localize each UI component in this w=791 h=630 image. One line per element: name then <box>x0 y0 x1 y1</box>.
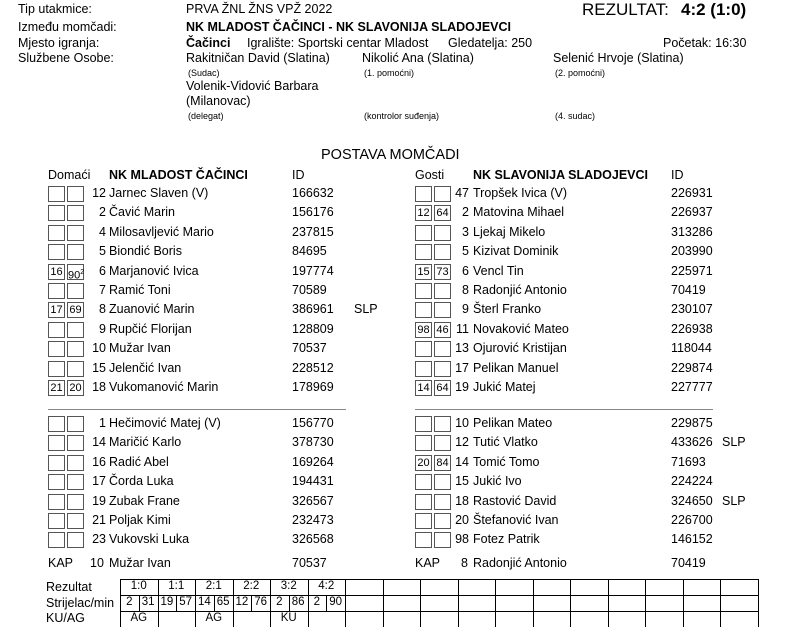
sub-box-in <box>48 474 65 490</box>
player-number: 14 <box>92 435 106 450</box>
player-number: 10 <box>92 341 106 356</box>
sub-box-in: 17 <box>48 302 65 318</box>
player-note: SLP <box>722 493 746 508</box>
sub-minute-extra: 2 <box>80 268 85 276</box>
player-name: Radić Abel <box>109 454 169 469</box>
sub-box-in: 98 <box>415 322 432 338</box>
sub-box-in: 14 <box>415 380 432 396</box>
player-id: 225971 <box>671 263 713 278</box>
sub-box-in <box>48 205 65 221</box>
home-team-name: NK MLADOST ČAČINCI <box>109 168 248 182</box>
player-number: 18 <box>455 493 469 508</box>
kuag-cell: AG <box>205 612 223 624</box>
player-name: Šterl Franko <box>473 302 542 317</box>
score-row-label: Rezultat <box>46 580 92 594</box>
player-name: Rastović David <box>473 493 557 508</box>
official-name: Nikolić Ana (Slatina) <box>362 51 474 65</box>
sub-box-min: 64 <box>434 205 451 221</box>
mjesto-value: Čačinci <box>186 36 231 50</box>
player-number: 98 <box>455 532 469 547</box>
table-rule <box>570 579 571 627</box>
player-id: 194431 <box>292 474 334 489</box>
player-number: 23 <box>92 532 106 547</box>
player-id: 226937 <box>671 205 713 220</box>
player-number: 9 <box>462 302 469 317</box>
scorer-number: 2 <box>276 596 283 608</box>
gledatelja: Gledatelja: 250 <box>448 36 533 50</box>
player-number: 2 <box>462 205 469 220</box>
sub-box-in: 21 <box>48 380 65 396</box>
sub-box-min: 69 <box>67 302 84 318</box>
sluzbene-label: Službene Osobe: <box>18 51 114 65</box>
tip-label: Tip utakmice: <box>18 2 92 16</box>
player-id: 166632 <box>292 186 334 200</box>
sub-box-in <box>48 225 65 241</box>
player-number: 17 <box>455 360 469 375</box>
official-role: (delegat) <box>188 111 224 121</box>
player-name: Vencl Tin <box>473 263 524 278</box>
igraliste: Igralište: Sportski centar Mladost <box>247 36 429 50</box>
sub-box-in <box>415 244 432 260</box>
sub-box-min: $90^2$ <box>67 264 84 280</box>
home-kap-id: 70537 <box>292 556 327 570</box>
score-cell: 4:2 <box>318 580 335 592</box>
player-number: 10 <box>455 416 469 430</box>
sub-box-in <box>415 532 432 548</box>
player-name: Ramić Toni <box>109 283 171 297</box>
official-role: (Sudac) <box>188 68 220 78</box>
away-kap-label: KAP <box>415 556 441 570</box>
sub-box-in <box>48 455 65 471</box>
player-id: 70419 <box>671 283 706 297</box>
away-kap-id: 70419 <box>671 556 706 570</box>
player-name: Čavić Marin <box>109 205 175 220</box>
player-id: 229874 <box>671 360 713 375</box>
scorer-number: 12 <box>235 596 249 608</box>
player-number: 8 <box>99 302 106 317</box>
player-id: 203990 <box>671 244 713 259</box>
home-side-label: Domaći <box>48 168 91 182</box>
player-id: 178969 <box>292 380 334 394</box>
away-divider <box>415 409 713 410</box>
sub-box-in <box>48 244 65 260</box>
table-rule <box>533 579 534 627</box>
player-number: 1 <box>99 416 106 430</box>
away-side-label: Gosti <box>415 168 445 182</box>
table-rule <box>758 579 759 627</box>
score-cell: 1:1 <box>168 580 185 592</box>
table-rule <box>645 579 646 627</box>
kuag-cell: KU <box>280 612 297 624</box>
sub-box-in <box>48 513 65 529</box>
player-name: Zuanović Marin <box>109 302 195 317</box>
player-number: 47 <box>455 186 469 200</box>
player-id: 326568 <box>292 532 334 547</box>
sub-box-in <box>415 494 432 510</box>
scorer-minute: 65 <box>216 596 230 608</box>
player-id: 70589 <box>292 283 327 297</box>
player-number: 17 <box>92 474 106 489</box>
table-rule <box>345 579 346 627</box>
home-kap-label: KAP <box>48 556 74 570</box>
izmedu-label: Između momčadi: <box>18 20 117 34</box>
away-id-header: ID <box>671 168 684 182</box>
player-name: Čorda Luka <box>109 474 174 489</box>
player-number: 21 <box>92 513 106 527</box>
player-name: Milosavljević Mario <box>109 224 214 239</box>
official-name: Volenik-Vidović Barbara <box>186 79 319 93</box>
home-kap-name: Mužar Ivan <box>109 556 171 570</box>
player-id: 156176 <box>292 205 334 220</box>
player-number: 13 <box>455 341 469 356</box>
player-name: Pelikan Manuel <box>473 360 559 375</box>
mjesto-label: Mjesto igranja: <box>18 36 100 50</box>
player-id: 324650 <box>671 493 713 508</box>
kuag-row-label: KU/AG <box>46 611 85 625</box>
official-name-line2: (Milanovac) <box>186 94 251 108</box>
player-id: 156770 <box>292 416 334 430</box>
player-id: 197774 <box>292 263 334 278</box>
player-number: 2 <box>99 205 106 220</box>
player-number: 6 <box>99 263 106 278</box>
player-number: 11 <box>456 321 469 336</box>
player-number: 19 <box>92 493 106 508</box>
sub-box-min: 84 <box>434 455 451 471</box>
player-id: 326567 <box>292 493 334 508</box>
official-role: (2. pomoćni) <box>555 68 606 78</box>
player-id: 378730 <box>292 435 334 450</box>
player-id: 232473 <box>292 513 334 527</box>
sub-box-in: 16 <box>48 264 65 280</box>
player-id: 313286 <box>671 224 713 239</box>
player-number: 20 <box>455 513 469 527</box>
sub-box-in <box>48 416 65 432</box>
sub-box-in <box>48 361 65 377</box>
pocetak: Početak: 16:30 <box>663 36 747 50</box>
player-number: 7 <box>99 283 106 297</box>
player-name: Hečimović Matej (V) <box>109 416 221 430</box>
score-cell: 1:0 <box>130 580 147 592</box>
scorer-minute: 57 <box>179 596 193 608</box>
player-id: 226938 <box>671 321 713 336</box>
sub-box-in <box>415 225 432 241</box>
scorer-minute: 76 <box>254 596 268 608</box>
sub-box-in <box>415 435 432 451</box>
table-rule <box>383 579 384 627</box>
player-name: Marjanović Ivica <box>109 263 199 278</box>
player-name: Zubak Frane <box>109 493 180 508</box>
player-name: Jukić Matej <box>473 380 536 394</box>
player-id: 71693 <box>671 454 706 469</box>
table-rule <box>608 579 609 627</box>
player-number: 6 <box>462 263 469 278</box>
sub-box-in <box>415 302 432 318</box>
table-rule <box>720 579 721 627</box>
sub-box-in <box>48 322 65 338</box>
player-number: 12 <box>92 186 106 200</box>
home-id-header: ID <box>292 168 305 182</box>
sub-box-in: 20 <box>415 455 432 471</box>
player-id: 226931 <box>671 186 713 200</box>
player-id: 70537 <box>292 341 327 356</box>
player-id: 118044 <box>671 341 712 356</box>
match-title: NK MLADOST ČAČINCI - NK SLAVONIJA SLADOJEVCI <box>186 20 512 34</box>
player-id: 224224 <box>671 474 713 489</box>
official-role: (4. sudac) <box>555 111 596 121</box>
player-note: SLP <box>722 435 746 450</box>
home-divider <box>48 409 346 410</box>
player-number: 5 <box>99 244 106 259</box>
player-id: 169264 <box>292 454 334 469</box>
player-name: Fotez Patrik <box>473 532 540 547</box>
score-cell: 2:1 <box>205 580 222 592</box>
sub-box-in: 15 <box>415 264 432 280</box>
sub-box-in <box>48 494 65 510</box>
player-number: 12 <box>455 435 469 450</box>
player-id: 128809 <box>292 321 334 336</box>
player-number: 19 <box>455 380 469 394</box>
player-name: Tropšek Ivica (V) <box>473 186 568 200</box>
postava-title: POSTAVA MOMČADI <box>321 147 460 163</box>
player-name: Biondić Boris <box>109 244 182 259</box>
sub-box-in <box>48 532 65 548</box>
official-name: Rakitničan David (Slatina) <box>186 51 330 65</box>
player-id: 229875 <box>671 416 713 430</box>
player-number: 9 <box>99 321 106 336</box>
player-name: Rupčić Florijan <box>109 321 192 336</box>
player-number: 14 <box>455 454 469 469</box>
player-number: 15 <box>455 474 469 489</box>
sub-box-in <box>48 186 65 202</box>
player-name: Ljekaj Mikelo <box>473 224 546 239</box>
player-name: Tutić Vlatko <box>473 435 538 450</box>
player-id: 146152 <box>671 532 713 547</box>
player-number: 3 <box>462 224 469 239</box>
scorer-minute: 90 <box>329 596 343 608</box>
player-id: 237815 <box>292 224 334 239</box>
sub-box-in <box>415 186 432 202</box>
player-name: Vukovski Luka <box>109 532 190 547</box>
player-name: Radonjić Antonio <box>473 283 567 297</box>
away-kap-name: Radonjić Antonio <box>473 556 567 570</box>
scorer-minute: 31 <box>141 596 155 608</box>
sub-box-in <box>415 474 432 490</box>
official-role: (kontrolor suđenja) <box>364 111 440 121</box>
sub-box-in <box>48 341 65 357</box>
player-name: Pelikan Mateo <box>473 416 553 430</box>
player-number: 8 <box>462 283 469 297</box>
player-name: Mužar Ivan <box>109 341 171 356</box>
player-name: Tomić Tomo <box>473 454 540 469</box>
player-number: 16 <box>92 454 106 469</box>
away-kap-no: 8 <box>461 556 468 570</box>
scorer-number: 19 <box>160 596 174 608</box>
player-id: 230107 <box>671 302 713 317</box>
player-name: Vukomanović Marin <box>109 380 219 394</box>
player-id: 228512 <box>292 360 334 375</box>
sub-box-in <box>48 435 65 451</box>
player-name: Jukić Ivo <box>473 474 522 489</box>
table-rule <box>458 579 459 627</box>
player-name: Novaković Mateo <box>473 321 569 336</box>
player-number: 5 <box>462 244 469 259</box>
scorer-number: 14 <box>197 596 211 608</box>
player-name: Jelenčić Ivan <box>109 360 182 375</box>
player-id: 386961 <box>292 302 334 317</box>
rezultat-value: 4:2 (1:0) <box>681 0 747 19</box>
score-cell: 2:2 <box>243 580 260 592</box>
table-rule <box>420 579 421 627</box>
scorer-number: 2 <box>313 596 321 608</box>
player-name: Kizivat Dominik <box>473 244 559 259</box>
sub-box-min: 73 <box>434 264 451 280</box>
player-id: 84695 <box>292 244 327 259</box>
player-name: Štefanović Ivan <box>473 513 559 527</box>
official-role: (1. pomoćni) <box>364 68 415 78</box>
scorer-minute: 86 <box>291 596 305 608</box>
sub-box-in <box>415 283 432 299</box>
scorer-row-label: Strijelac/min <box>46 596 115 610</box>
rezultat-label: REZULTAT: <box>582 0 669 19</box>
scorer-number: 2 <box>126 596 133 608</box>
tip-value: PRVA ŽNL ŽNS VPŽ 2022 <box>186 2 333 16</box>
sub-box-min: 64 <box>434 380 451 396</box>
official-name: Selenić Hrvoje (Slatina) <box>553 51 684 65</box>
player-note: SLP <box>354 302 378 317</box>
player-id: 227777 <box>671 380 713 394</box>
player-name: Poljak Kimi <box>109 513 171 527</box>
player-number: 18 <box>92 380 106 394</box>
player-id: 226700 <box>671 513 713 527</box>
sub-box-in <box>415 341 432 357</box>
kuag-cell: AG <box>130 612 148 624</box>
score-cell: 3:2 <box>280 580 297 592</box>
player-name: Ojurović Kristijan <box>473 341 567 356</box>
sub-box-in: 12 <box>415 205 432 221</box>
table-rule <box>683 579 684 627</box>
sub-box-min: 46 <box>434 322 451 338</box>
away-team-name: NK SLAVONIJA SLADOJEVCI <box>473 168 649 182</box>
player-name: Jarnec Slaven (V) <box>109 186 209 200</box>
player-name: Maričić Karlo <box>109 435 182 450</box>
sub-box-in <box>415 361 432 377</box>
home-kap-no: 10 <box>90 556 104 570</box>
player-number: 4 <box>99 224 106 239</box>
sub-box-min: 20 <box>67 380 84 396</box>
player-id: 433626 <box>671 435 713 450</box>
sub-box-in <box>415 513 432 529</box>
sub-box-in <box>48 283 65 299</box>
sub-box-in <box>415 416 432 432</box>
player-number: 15 <box>92 360 106 375</box>
table-rule <box>495 579 496 627</box>
player-name: Matovina Mihael <box>473 205 565 220</box>
